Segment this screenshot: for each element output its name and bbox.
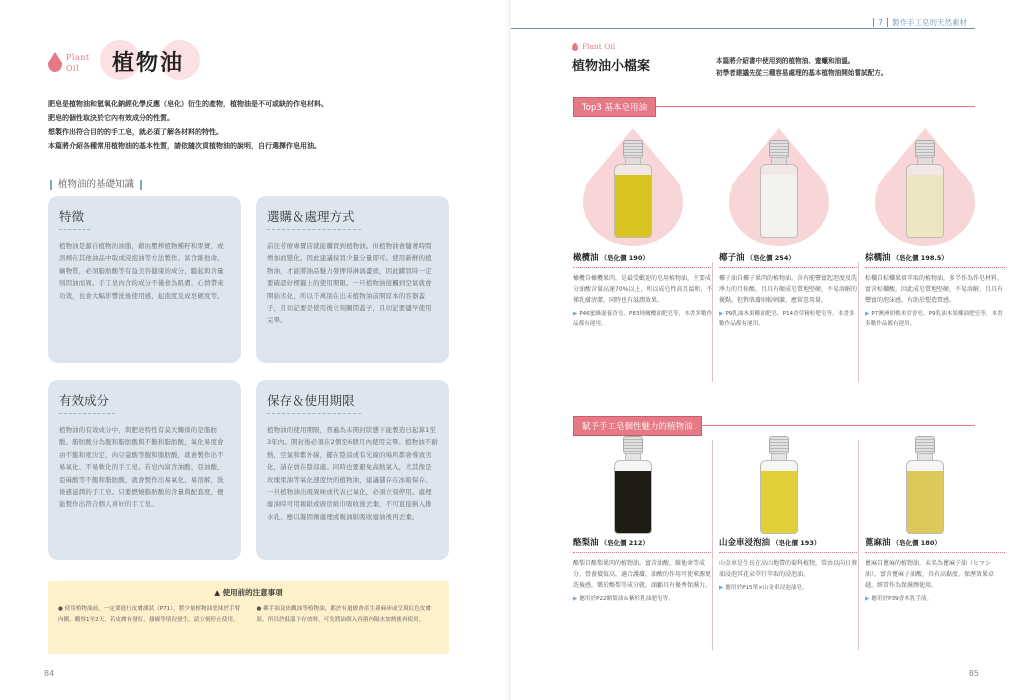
- bottle-icon: [614, 140, 652, 238]
- card-storage-expiry: [256, 380, 449, 560]
- oil-bottle-image: [578, 128, 688, 243]
- oil-reference: ▶ P46蜜蜂滋養香皂、P83純橄欖油肥皂等，本書多數作品都有運用。: [573, 311, 713, 327]
- column-divider: [858, 440, 859, 650]
- page-title: 植物油小檔案: [572, 59, 651, 74]
- oil-reference: ▶ 應用於P39香木乳手液。: [865, 596, 933, 602]
- oil-bottle-image: [870, 128, 980, 243]
- bottle-icon: [760, 140, 798, 238]
- notice-title: ▲ 使用前的注意事項: [214, 588, 283, 597]
- oil-name: 蓖麻油 （皂化價 180）: [865, 536, 1005, 553]
- running-head: 7 製作手工皂的天然素材: [867, 17, 967, 28]
- card-body: 植物油的使用期限，普遍為未開封狀態下能製造日起算1至3年內。開封後必須在2個至6個月內使用完畢。植物油不耐熱，空氣和紫外線，擺在陰涼或有光線的場所都會導致劣化，請存放在陰涼處。同時也要避免高熱氣入，尤其像是玫瑰果油等氧化速度快的植物油，建議儲存在冰箱保存。一旦植物油出現異味或代表已氧化，必須立刻停用。處理廢油時可用報紙或廚房紙巾吸收後丟棄，不可直接倒入排水孔，應以凝固劑處理或吸油紙吸收廢油後再丟棄。: [267, 426, 438, 521]
- oil-entry: [573, 436, 713, 604]
- oil-description: 蓖麻自蓖麻的植物油，未名為蓖麻子油（ヒマシ油），富含蓖麻子油酸，具有高黏度、保溼效果卓越，經常作為保濕劑使用。: [865, 560, 995, 589]
- bottle-icon: [760, 436, 798, 534]
- card-purchase-handling: [256, 196, 449, 363]
- oil-entry: [719, 128, 859, 329]
- bottle-icon: [614, 436, 652, 534]
- card-body: 植物油是源自植物的油脂，藉由壓榨植物種籽和果實，或溶劑在其他油品中取或浸泡油等方法製作。富含維他命、礦物質，必須脂肪酸等有益美容健康的成分，聽起與含量則因油而異。手工皂內含的成分不僅會為肌膚、心情帶來功效，也會大幅影響洗後使用感、起泡度及成皂硬度等。: [59, 242, 224, 300]
- oil-name: 橄欖油 （皂化價 190）: [573, 251, 713, 268]
- oil-description: 椰子油自椰子果肉的植物油。含有能豐富起泡度及洗淨力的月桂酸，且具有硬成皂質地堅硬、不易溶解的優點。但對肌膚則較刺激，應留意用量。: [719, 275, 858, 304]
- intro-text: 本篇將介紹書中使用到的植物油、蜜蠟和油溫。 初學者建議先從三種容易處理的基本植物油開始嘗試配方。: [716, 57, 888, 77]
- notice-item: ● 使用植物油前，一定要進行皮膚測試（P71），將少量植物油塗抹於手臂內側，觀察1至2天。若皮膚有發紅、搔癢等情況發生，請立刻停止使用。: [58, 606, 241, 623]
- oil-reference: ▶ P9乳油木果椰油肥皂、P14香草精粒肥皂等，本書多數作品都有運用。: [719, 311, 855, 327]
- card-title: 特徵: [59, 207, 90, 230]
- oil-description: 酪梨自酪梨果肉的植物油。富含油酸、維他命等成分，營養價值高，適合護膚，油酸的作用可使來源更洗後感，樂於酪梨等成分就，頭顱具有優秀保濕力。: [573, 560, 712, 589]
- oil-reference: ▶ P7澳洲胡桃米堂香皂、P9乳油木果椰油肥皂等，本書多數作品都有運用。: [865, 311, 1003, 327]
- card-title: 選購＆處理方式: [267, 207, 361, 230]
- card-features: [48, 196, 241, 363]
- column-divider: [858, 262, 859, 382]
- oil-entry: [719, 436, 859, 593]
- oil-bottle-image: [724, 128, 834, 243]
- oil-entry: [573, 128, 713, 329]
- page-number: 84: [44, 669, 55, 678]
- oil-description: 橄欖自橄欖果肉，是最受歡迎的皂用植物油，主要成分油酸含量高達70%以上，所以成皂性高且溫和，不僅乳膚清潔，同時也有滋潤效果。: [573, 275, 713, 304]
- card-body: 植物油的有效成分中，與肥皂特性有莫大關係的是脂肪酸。脂肪酸分為飽和脂肪酸與不飽和脂肪酸，氧化易度會由不飽和度決定，肉豆蔻酸等飽和脂肪酸，就會製作出不易氧化、不易軟化的手工皂。若皂內富含油酸、亞油酸、亞麻酸等不飽和脂肪酸，就會製作出易氧化、易溶解，洗後感滋潤的手工皂。只要燃燒脂肪酸的含量與配套度，便能製作出符合個人喜好的手工皂。: [59, 426, 224, 509]
- left-page: [0, 0, 511, 700]
- bottle-icon: [906, 436, 944, 534]
- oil-name: 棕櫚油 （皂化價 198.5）: [865, 251, 1005, 268]
- oil-name: 椰子油 （皂化價 254）: [719, 251, 859, 268]
- oil-drop-icon: [572, 43, 578, 51]
- bottle-icon: [906, 140, 944, 238]
- section-label-character-oils: 賦予手工皂個性魅力的植物油: [573, 416, 702, 436]
- oil-bottle-image: [724, 436, 834, 528]
- oil-drop-icon: [48, 52, 62, 72]
- oil-bottle-image: [578, 436, 688, 528]
- section-heading: 植物油的基礎知識: [50, 176, 142, 190]
- section-label-top3: Top3 基本皂用油: [573, 97, 656, 117]
- intro-text: 肥皂是植物油和氫氧化鈉經化學反應（皂化）衍生的產物，植物油是不可或缺的作皂材料。 肥皂的個性取決於它內有效成分的性質。 想製作出符合目的的手工皂，就必須了解各材料的特性。 本篇將介紹各種常用植物油的基本性質，請依隨次貢植物油的說明，自行選擇作皂用油。: [48, 100, 328, 150]
- oil-name: 酪梨油 （皂化價 212）: [573, 536, 713, 553]
- card-body: 前往芳療專賣店就能購買到植物油。但植物油會隨著時間增加而變化，因此建議採買少量分量即可。使用新鮮的植物油，才能將油品魅力發揮得淋漓盡致，因此購買時一定要確認好標籤上的使用期限。一旦植物油接觸到空氣就會開始劣化，所以千萬別在出未植物油前開原本的容器蓋子，且切記要是使用後立刻關閉蓋子，且切記要儘早使用完畢。: [267, 242, 432, 325]
- oil-reference: ▶ 應用於P15單×山金車浸泡油皂。: [719, 585, 808, 591]
- oil-entry: [865, 436, 1005, 604]
- oil-description: 山金車是生長在高山地帶的菊科植物，常由以向日葵油浸泡其花朵萃行萃取的浸泡油。: [719, 560, 858, 578]
- page-number: 85: [968, 669, 979, 678]
- oil-bottle-image: [870, 436, 980, 528]
- oil-entry: [865, 128, 1005, 329]
- oil-description: 棕櫚自棕櫚果實萃取的植物油，多半作為作皂材料，富含棕櫚酸，因此成皂質地堅硬、不易溶解，且具有豐富的泡沫感，有助於塑造質感。: [865, 275, 1004, 304]
- usage-notice-box: [48, 581, 449, 654]
- card-title: 保存＆使用期限: [267, 391, 361, 414]
- plant-oil-logo: Plant Oil: [572, 42, 615, 51]
- oil-name: 山金車浸泡油 （皂化價 193）: [719, 536, 859, 553]
- page-title: 植物油: [112, 51, 185, 76]
- card-title: 有效成分: [59, 391, 115, 414]
- header-rule: [511, 28, 975, 29]
- plant-oil-logo: [48, 42, 96, 82]
- column-divider: [712, 440, 713, 650]
- plant-oil-logo-text: Plant Oil: [66, 53, 90, 73]
- column-divider: [712, 262, 713, 382]
- notice-item: ● 鄰手油及依觀油等植物油，都於有過敏會產生蕁麻疹或呈現紅色皮膚狀，所以於低溫下存放時，可先將油倒入容器內隔水加熱後再使用。: [256, 606, 431, 623]
- card-active-ingredients: [48, 380, 241, 560]
- oil-reference: ▶ 應用於P22酪梨油＆紫杉乳油肥皂等。: [573, 596, 674, 602]
- right-page: [511, 0, 1023, 700]
